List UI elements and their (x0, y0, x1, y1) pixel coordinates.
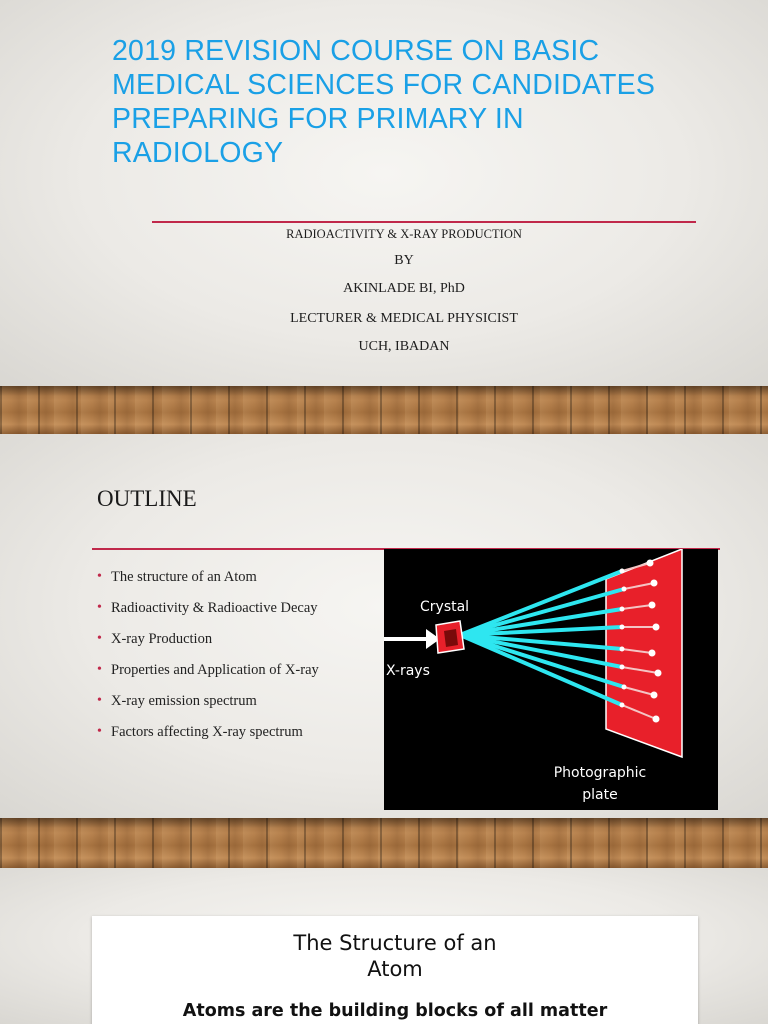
bullet-icon: • (97, 631, 102, 646)
outline-item-label: Properties and Application of X-ray (111, 662, 319, 678)
plate-label-line1: Photographic (553, 765, 647, 781)
list-item (96, 691, 319, 722)
bullet-icon: • (97, 724, 102, 739)
outline-slide (0, 434, 768, 818)
author-role: LECTURER & MEDICAL PHYSICIST (290, 311, 518, 326)
outline-heading: OUTLINE (97, 486, 197, 511)
slide-image-card (92, 916, 698, 1024)
xrays-label: X-rays (386, 663, 430, 679)
title-slide (0, 0, 768, 386)
title-divider (152, 221, 696, 223)
wood-floor-divider (0, 386, 768, 434)
list-item (96, 722, 319, 753)
bullet-icon: • (97, 693, 102, 708)
author-institution: UCH, IBADAN (358, 339, 450, 354)
outline-item-label: X-ray Production (111, 631, 213, 647)
by-label: BY (394, 253, 414, 268)
bullet-icon: • (97, 662, 102, 677)
plate-label-line2: plate (582, 787, 618, 803)
author-name: AKINLADE BI, PhD (343, 281, 465, 296)
xray-diffraction-figure (384, 549, 718, 810)
photographic-plate (606, 549, 682, 757)
outline-item-label: Radioactivity & Radioactive Decay (111, 600, 318, 616)
list-item (96, 660, 319, 691)
list-item (96, 598, 319, 629)
bullet-icon: • (97, 600, 102, 615)
outline-list (96, 567, 319, 753)
slide-subtitle: Atoms are the building blocks of all matter (182, 1001, 608, 1021)
list-item (96, 567, 319, 598)
slide-title (92, 930, 698, 982)
outline-item-label: Factors affecting X-ray spectrum (111, 724, 303, 740)
slide-title-line1: The Structure of an (293, 931, 497, 955)
lecture-topic: RADIOACTIVITY & X-RAY PRODUCTION (286, 227, 522, 241)
list-item (96, 629, 319, 660)
crystal-label: Crystal (420, 599, 470, 615)
wood-floor-divider (0, 818, 768, 868)
slide-title-line2: Atom (367, 957, 423, 981)
xray-arrow-icon (384, 629, 440, 649)
bullet-icon: • (97, 569, 102, 584)
outline-item-label: The structure of an Atom (111, 569, 257, 585)
course-title: 2019 REVISION COURSE ON BASIC MEDICAL SCIENCES FOR CANDIDATES PREPARING FOR PRIMARY IN RADIOLOGY (112, 35, 656, 169)
xray-beams (460, 571, 624, 705)
outline-item-label: X-ray emission spectrum (111, 693, 257, 709)
atom-structure-slide (0, 868, 768, 1024)
crystal-icon (436, 621, 464, 653)
